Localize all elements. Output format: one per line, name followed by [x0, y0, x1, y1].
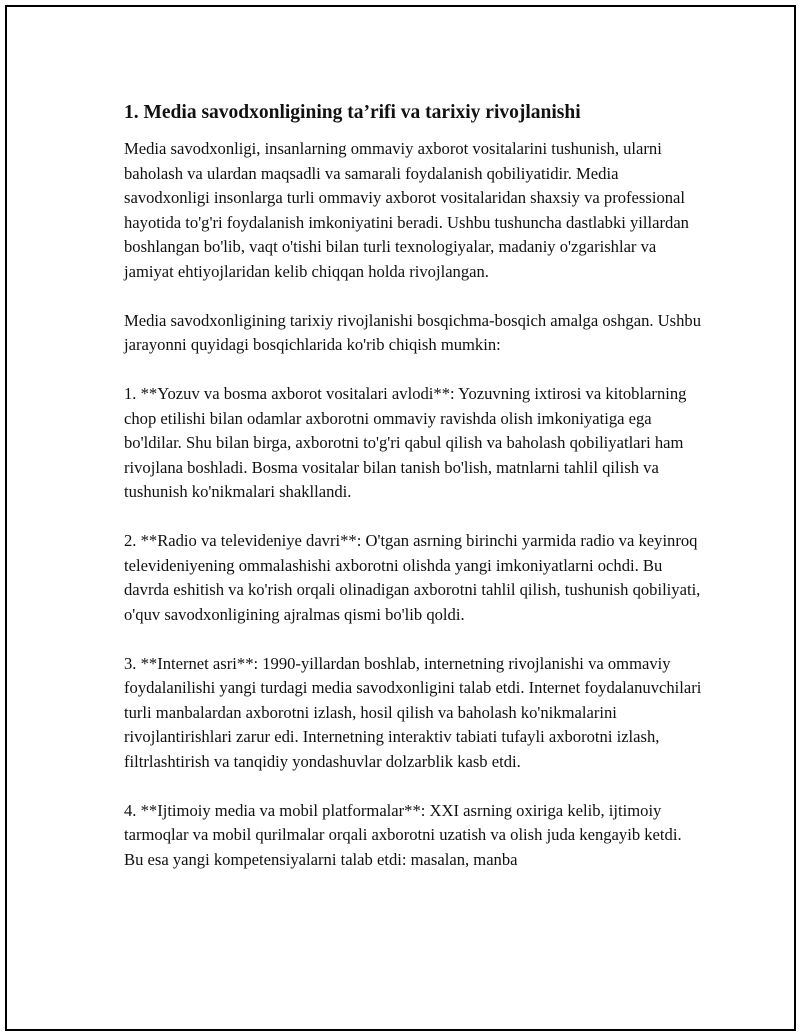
- paragraph-stage-2: 2. **Radio va televideniye davri**: O'tgan asrning birinchi yarmida radio va keyinroq televideniyening ommalashishi axborotni olishda yangi imkoniyatlarni ochdi. Bu davrda eshitish va ko'rish orqali olinadigan axborotni tahlil qilish, tushunish qobiliyati, o'quv savodxonligining ajralmas qismi bo'lib qoldi.: [124, 531, 701, 624]
- paragraph-stage-4: 4. **Ijtimoiy media va mobil platformalar**: XXI asrning oxiriga kelib, ijtimoiy tarmoqlar va mobil qurilmalar orqali axborotni uzatish va olish juda kengayib ketdi. Bu esa yangi kompetensiyalarni talab etdi: masalan, manba: [124, 800, 682, 869]
- page-frame: [5, 5, 796, 1031]
- paragraph-definition: Media savodxonligi, insanlarning ommaviy axborot vositalarini tushunish, ularni baholash va ulardan maqsadli va samarali foydalanish qobiliyatidir. Media savodxonligi insonlarga turli ommaviy axborot vositalaridan shaxsiy va professional hayotida to'g'ri foydalanish imkoniyatini beradi. Ushbu tushuncha dastlabki yillardan boshlangan bo'lib, vaqt o'tishi bilan turli texnologiyalar, madaniy o'zgarishlar va jamiyat ehtiyojlaridan kelib chiqqan holda rivojlangan.: [124, 139, 689, 281]
- section-heading: 1. Media savodxonligining ta’rifi va tarixiy rivojlanishi: [124, 102, 581, 123]
- paragraph-history-intro: Media savodxonligining tarixiy rivojlanishi bosqichma-bosqich amalga oshgan. Ushbu jarayonni quyidagi bosqichlarida ko'rib chiqish mumkin:: [124, 310, 702, 354]
- paragraph-stage-3: 3. **Internet asri**: 1990-yillardan boshlab, internetning rivojlanishi va ommaviy foydalanilishi yangi turdagi media savodxonligini talab etdi. Internet foydalanuvchilari turli manbalardan axborotni izlash, hosil qilish va baholash ko'nikmalarini rivojlantirishlari zarur edi. Internetning interaktiv tabiati tufayli axborotni izlash, filtrlashtirish va tanqidiy yondashuvlar dolzarblik kasb etdi.: [124, 653, 702, 771]
- paragraph-stage-1: 1. **Yozuv va bosma axborot vositalari avlodi**: Yozuvning ixtirosi va kitoblarning chop etilishi bilan odamlar axborotni ommaviy ravishda olish imkoniyatiga ega bo'ldilar. Shu bilan birga, axborotni to'g'ri qabul qilish va baholash qobiliyatlari ham rivojlana boshladi. Bosma vositalar bilan tanish bo'lish, matnlarni tahlil qilish va tushunish ko'nikmalari shakllandi.: [124, 384, 687, 501]
- document-body: [124, 101, 704, 897]
